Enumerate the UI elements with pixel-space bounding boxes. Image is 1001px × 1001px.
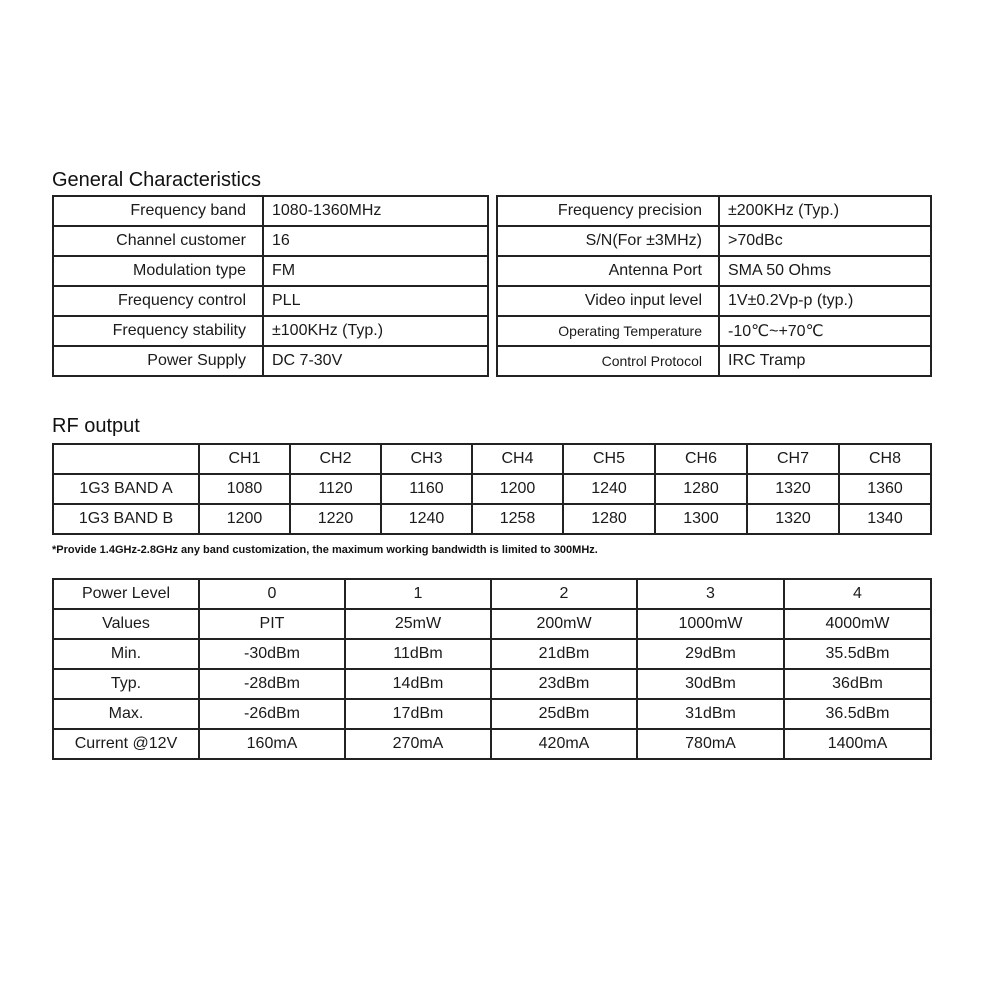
channel-header: CH3 xyxy=(381,444,472,474)
spec-label: Video input level xyxy=(497,286,719,316)
spec-row xyxy=(53,286,488,316)
power-row xyxy=(53,699,931,729)
power-value-cell: 200mW xyxy=(491,609,637,639)
frequency-cell: 1200 xyxy=(472,474,563,504)
spec-row xyxy=(53,256,488,286)
power-value-cell: 21dBm xyxy=(491,639,637,669)
power-value-cell: -26dBm xyxy=(199,699,345,729)
spec-label: Modulation type xyxy=(53,256,263,286)
band-row xyxy=(53,504,931,534)
frequency-cell: 1320 xyxy=(747,504,839,534)
frequency-cell: 1300 xyxy=(655,504,747,534)
power-value-cell: 1 xyxy=(345,579,491,609)
frequency-cell: 1280 xyxy=(655,474,747,504)
power-value-cell: 420mA xyxy=(491,729,637,759)
spec-value: IRC Tramp xyxy=(719,346,931,376)
power-value-cell: 2 xyxy=(491,579,637,609)
power-value-cell: 4 xyxy=(784,579,931,609)
power-row-label: Values xyxy=(53,609,199,639)
spec-value: ±100KHz (Typ.) xyxy=(263,316,488,346)
spec-row xyxy=(497,316,931,346)
power-row xyxy=(53,639,931,669)
channel-header: CH6 xyxy=(655,444,747,474)
spec-row xyxy=(497,256,931,286)
spec-label: Control Protocol xyxy=(497,346,719,376)
power-value-cell: PIT xyxy=(199,609,345,639)
spec-label: Antenna Port xyxy=(497,256,719,286)
power-row-label: Max. xyxy=(53,699,199,729)
spec-row xyxy=(53,316,488,346)
power-value-cell: -30dBm xyxy=(199,639,345,669)
power-value-cell: 25dBm xyxy=(491,699,637,729)
spec-row xyxy=(53,346,488,376)
frequency-cell: 1240 xyxy=(381,504,472,534)
spec-row xyxy=(497,196,931,226)
frequency-cell: 1120 xyxy=(290,474,381,504)
channel-header: CH7 xyxy=(747,444,839,474)
power-value-cell: 160mA xyxy=(199,729,345,759)
general-characteristics-heading: General Characteristics xyxy=(52,169,261,191)
spec-value: -10℃~+70℃ xyxy=(719,316,931,346)
band-name: 1G3 BAND A xyxy=(53,474,199,504)
power-value-cell: 31dBm xyxy=(637,699,784,729)
spec-label: Frequency stability xyxy=(53,316,263,346)
power-value-cell: 29dBm xyxy=(637,639,784,669)
spec-value: 16 xyxy=(263,226,488,256)
spec-value: DC 7-30V xyxy=(263,346,488,376)
spec-label: Frequency control xyxy=(53,286,263,316)
frequency-cell: 1340 xyxy=(839,504,931,534)
band-customization-note: *Provide 1.4GHz-2.8GHz any band customization, the maximum working bandwidth is limited to 300MHz. xyxy=(52,544,598,556)
power-row xyxy=(53,579,931,609)
spec-value: SMA 50 Ohms xyxy=(719,256,931,286)
spec-value: 1080-1360MHz xyxy=(263,196,488,226)
frequency-cell: 1280 xyxy=(563,504,655,534)
power-value-cell: 17dBm xyxy=(345,699,491,729)
channel-header: CH4 xyxy=(472,444,563,474)
spec-row xyxy=(53,226,488,256)
power-row-label: Typ. xyxy=(53,669,199,699)
channel-header: CH1 xyxy=(199,444,290,474)
power-row-label: Power Level xyxy=(53,579,199,609)
spec-label: Power Supply xyxy=(53,346,263,376)
power-value-cell: 270mA xyxy=(345,729,491,759)
frequency-cell: 1360 xyxy=(839,474,931,504)
rf-corner-cell xyxy=(53,444,199,474)
general-left-table xyxy=(52,195,489,377)
power-value-cell: 23dBm xyxy=(491,669,637,699)
power-row-label: Min. xyxy=(53,639,199,669)
spec-row xyxy=(497,286,931,316)
power-value-cell: 25mW xyxy=(345,609,491,639)
frequency-cell: 1258 xyxy=(472,504,563,534)
power-row xyxy=(53,729,931,759)
spec-label: Channel customer xyxy=(53,226,263,256)
frequency-cell: 1240 xyxy=(563,474,655,504)
power-row xyxy=(53,669,931,699)
spec-row xyxy=(53,196,488,226)
channel-header: CH5 xyxy=(563,444,655,474)
power-level-table xyxy=(52,578,932,760)
frequency-cell: 1200 xyxy=(199,504,290,534)
power-row xyxy=(53,609,931,639)
spec-row xyxy=(497,226,931,256)
spec-value: 1V±0.2Vp-p (typ.) xyxy=(719,286,931,316)
power-value-cell: 4000mW xyxy=(784,609,931,639)
power-value-cell: 36dBm xyxy=(784,669,931,699)
power-value-cell: 3 xyxy=(637,579,784,609)
rf-output-heading: RF output xyxy=(52,415,140,437)
power-row-label: Current @12V xyxy=(53,729,199,759)
channel-header: CH2 xyxy=(290,444,381,474)
power-value-cell: 0 xyxy=(199,579,345,609)
power-value-cell: 36.5dBm xyxy=(784,699,931,729)
frequency-cell: 1160 xyxy=(381,474,472,504)
power-value-cell: 780mA xyxy=(637,729,784,759)
power-value-cell: 14dBm xyxy=(345,669,491,699)
general-right-table xyxy=(496,195,932,377)
spec-label: S/N(For ±3MHz) xyxy=(497,226,719,256)
spec-label: Frequency precision xyxy=(497,196,719,226)
spec-value: PLL xyxy=(263,286,488,316)
power-value-cell: 1400mA xyxy=(784,729,931,759)
spec-value: FM xyxy=(263,256,488,286)
power-value-cell: 30dBm xyxy=(637,669,784,699)
power-value-cell: 35.5dBm xyxy=(784,639,931,669)
spec-row xyxy=(497,346,931,376)
power-value-cell: 1000mW xyxy=(637,609,784,639)
frequency-cell: 1320 xyxy=(747,474,839,504)
frequency-cell: 1220 xyxy=(290,504,381,534)
channel-header: CH8 xyxy=(839,444,931,474)
spec-label: Frequency band xyxy=(53,196,263,226)
frequency-cell: 1080 xyxy=(199,474,290,504)
spec-value: ±200KHz (Typ.) xyxy=(719,196,931,226)
rf-output-table xyxy=(52,443,932,535)
spec-value: >70dBc xyxy=(719,226,931,256)
band-row xyxy=(53,474,931,504)
power-value-cell: 11dBm xyxy=(345,639,491,669)
power-value-cell: -28dBm xyxy=(199,669,345,699)
band-name: 1G3 BAND B xyxy=(53,504,199,534)
spec-label: Operating Temperature xyxy=(497,316,719,346)
rf-header-row xyxy=(53,444,931,474)
